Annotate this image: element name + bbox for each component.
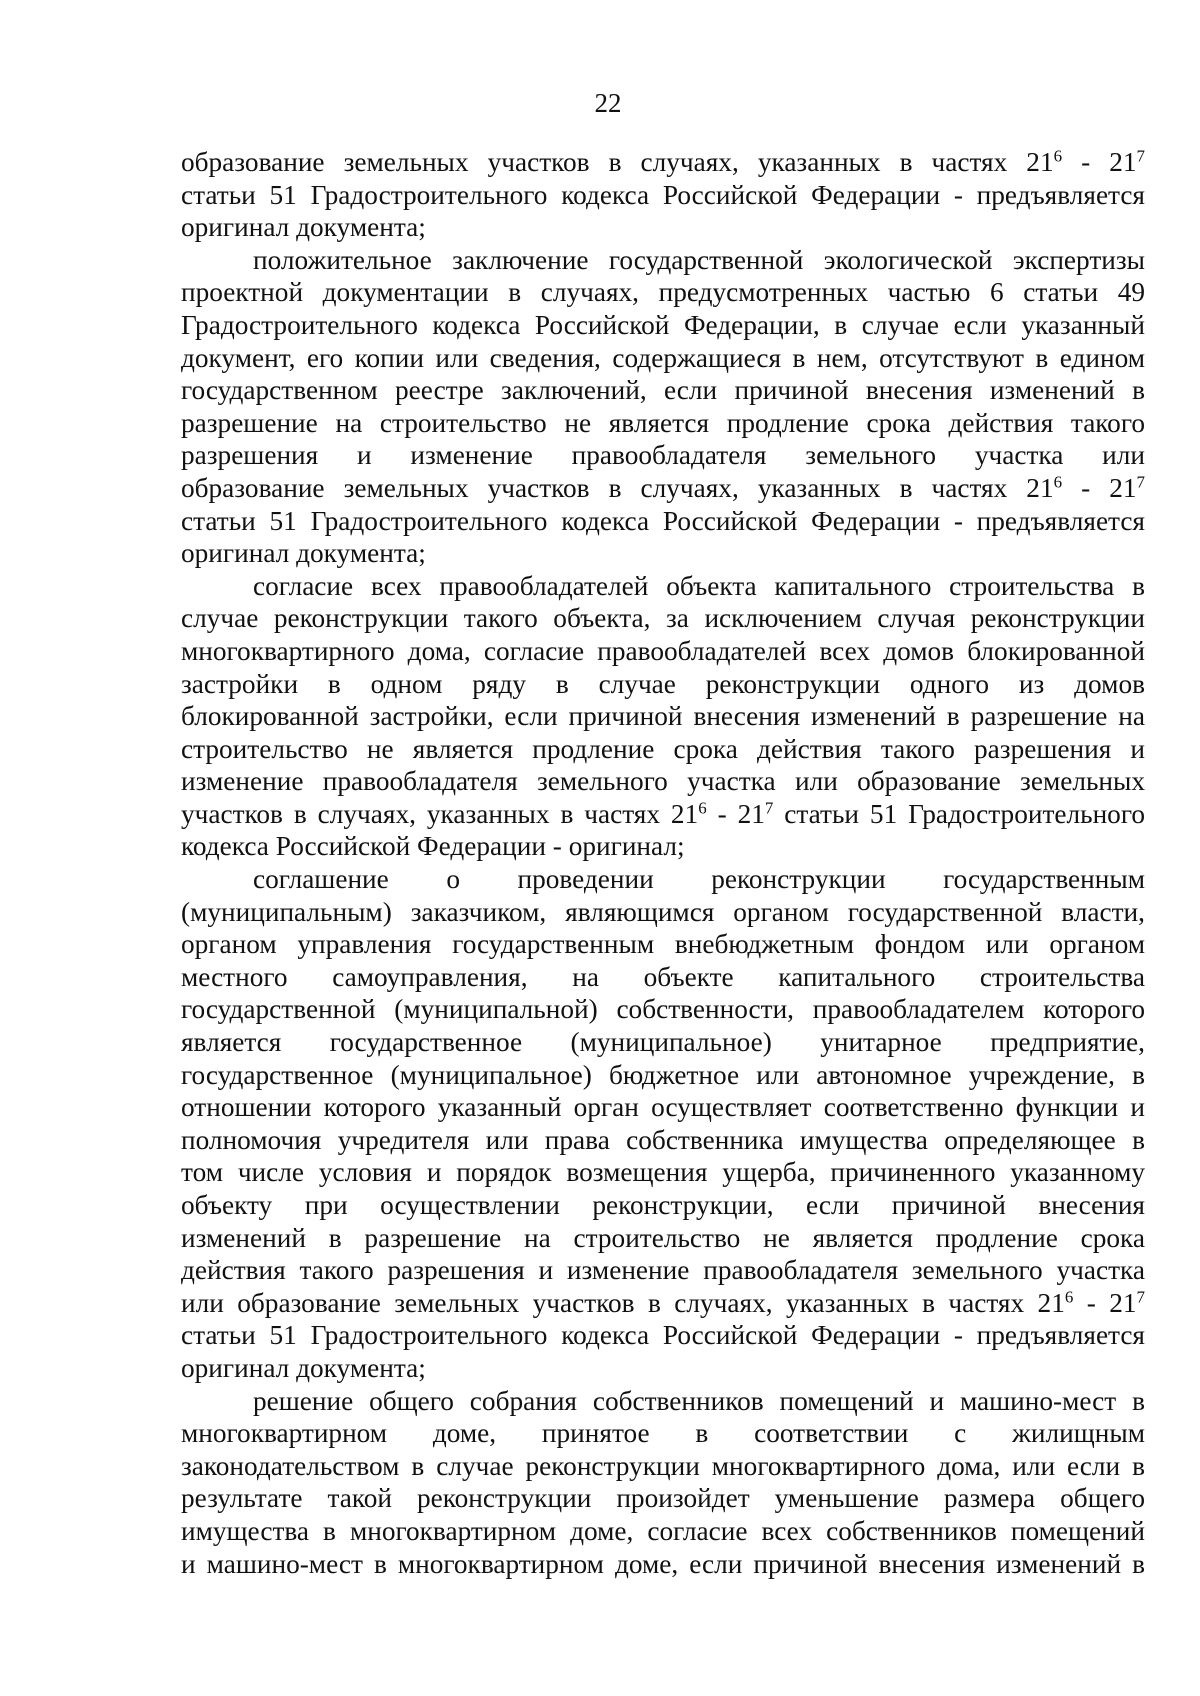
- text-line: решение общего собрания собственников помещений и машино-мест в: [253, 1385, 1145, 1416]
- text-line: оригинал документа;: [181, 212, 426, 243]
- text-line: законодательством в случае реконструкции многоквартирного дома, или если в: [181, 1450, 1145, 1481]
- superscript: 7: [1136, 1287, 1145, 1307]
- text-line: застройки в одном ряду в случае реконструкции одного из домов: [181, 668, 1145, 699]
- text-line: [181, 472, 1145, 505]
- text-line: [181, 1287, 1145, 1320]
- text-line: отношении которого указанный орган осуществляет соответственно функции и: [181, 1092, 1145, 1123]
- superscript: 6: [1053, 472, 1063, 492]
- text-line: (муниципальным) заказчиком, являющимся органом государственной власти,: [181, 896, 1145, 927]
- text-line: [181, 146, 1145, 179]
- text-line: проектной документации в случаях, предусмотренных частью 6 статьи 49: [181, 277, 1145, 308]
- text-line: государственной (муниципальной) собственности, правообладателем которого: [181, 994, 1145, 1025]
- text-fragment: - 21: [706, 798, 765, 829]
- text-line: государственное (муниципальное) бюджетное или автономное учреждение, в: [181, 1059, 1145, 1090]
- text-line: органом управления государственным внебюджетным фондом или органом: [181, 929, 1145, 960]
- paragraph: [181, 570, 1145, 863]
- text-line: блокированной застройки, если причиной внесения изменений в разрешение на: [181, 701, 1145, 732]
- superscript: 6: [1064, 1287, 1074, 1307]
- text-line: действия такого разрешения и изменение правообладателя земельного участка: [181, 1255, 1145, 1286]
- text-line: случае реконструкции такого объекта, за исключением случая реконструкции: [181, 603, 1145, 634]
- text-fragment: участков в случаях, указанных в частях 21: [181, 798, 699, 829]
- text-line: статьи 51 Градостроительного кодекса Российской Федерации - предъявляется: [181, 505, 1145, 536]
- text-line: государственном реестре заключений, если причиной внесения изменений в: [181, 375, 1145, 406]
- text-line: полномочия учредителя или права собственника имущества определяющее в: [181, 1124, 1145, 1155]
- text-line: том числе условия и порядок возмещения ущерба, причиненного указанному: [181, 1157, 1145, 1188]
- text-fragment: образование земельных участков в случаях, указанных в частях 21: [181, 147, 1054, 177]
- text-line: изменений в разрешение на строительство не является продление срока: [181, 1222, 1145, 1253]
- text-line: строительство не является продление срока действия такого разрешения и: [181, 733, 1145, 764]
- paragraph: [181, 863, 1145, 1385]
- text-line: соглашение о проведении реконструкции государственным: [253, 864, 1145, 895]
- text-line: документ, его копии или сведения, содержащиеся в нем, отсутствуют в едином: [181, 342, 1145, 373]
- text-line: разрешение на строительство не является продление срока действия такого: [181, 407, 1145, 438]
- paragraph: [181, 146, 1145, 244]
- text-line: кодекса Российской Федерации - оригинал;: [181, 831, 685, 862]
- superscript: 7: [1136, 472, 1145, 492]
- text-line: местного самоуправления, на объекте капитального строительства: [181, 961, 1145, 992]
- paragraph: [181, 1385, 1145, 1581]
- page-number: 22: [594, 88, 622, 118]
- text-line: изменение правообладателя земельного участка или образование земельных: [181, 766, 1145, 797]
- text-line: [181, 798, 1145, 831]
- text-line: статьи 51 Градостроительного кодекса Российской Федерации - предъявляется: [181, 1320, 1145, 1351]
- paragraph: [181, 244, 1145, 570]
- superscript: 7: [1136, 146, 1145, 166]
- text-line: оригинал документа;: [181, 1352, 426, 1383]
- text-line: результате такой реконструкции произойдет уменьшение размера общего: [181, 1483, 1145, 1514]
- superscript: 7: [764, 798, 774, 818]
- text-line: является государственное (муниципальное) унитарное предприятие,: [181, 1027, 1145, 1058]
- text-line: разрешения и изменение правообладателя земельного участка или: [181, 440, 1145, 471]
- text-line: оригинал документа;: [181, 538, 426, 569]
- text-line: многоквартирном доме, принятое в соответствии с жилищным: [181, 1418, 1145, 1449]
- text-fragment: - 21: [1062, 147, 1137, 177]
- text-line: согласие всех правообладателей объекта капитального строительства в: [253, 570, 1145, 601]
- text-fragment: образование земельных участков в случаях, указанных в частях 21: [181, 472, 1054, 503]
- text-fragment: статьи 51 Градостроительного: [773, 798, 1145, 829]
- text-line: статьи 51 Градостроительного кодекса Российской Федерации - предъявляется: [181, 179, 1145, 210]
- text-line: объекту при осуществлении реконструкции, если причиной внесения: [181, 1190, 1145, 1220]
- text-fragment: - 21: [1062, 472, 1137, 503]
- text-line: положительное заключение государственной экологической экспертизы: [253, 244, 1145, 275]
- text-line: многоквартирного дома, согласие правообладателей всех домов блокированной: [181, 635, 1145, 666]
- text-fragment: - 21: [1073, 1287, 1137, 1318]
- superscript: 6: [1053, 146, 1063, 166]
- text-fragment: или образование земельных участков в случаях, указанных в частях 21: [181, 1287, 1065, 1318]
- text-line: и машино-мест в многоквартирном доме, если причиной внесения изменений в: [181, 1548, 1145, 1579]
- text-line: имущества в многоквартирном доме, согласие всех собственников помещений: [181, 1515, 1145, 1546]
- text-line: Градостроительного кодекса Российской Федерации, в случае если указанный: [181, 309, 1145, 340]
- superscript: 6: [698, 798, 707, 818]
- document-body: [181, 146, 1145, 1580]
